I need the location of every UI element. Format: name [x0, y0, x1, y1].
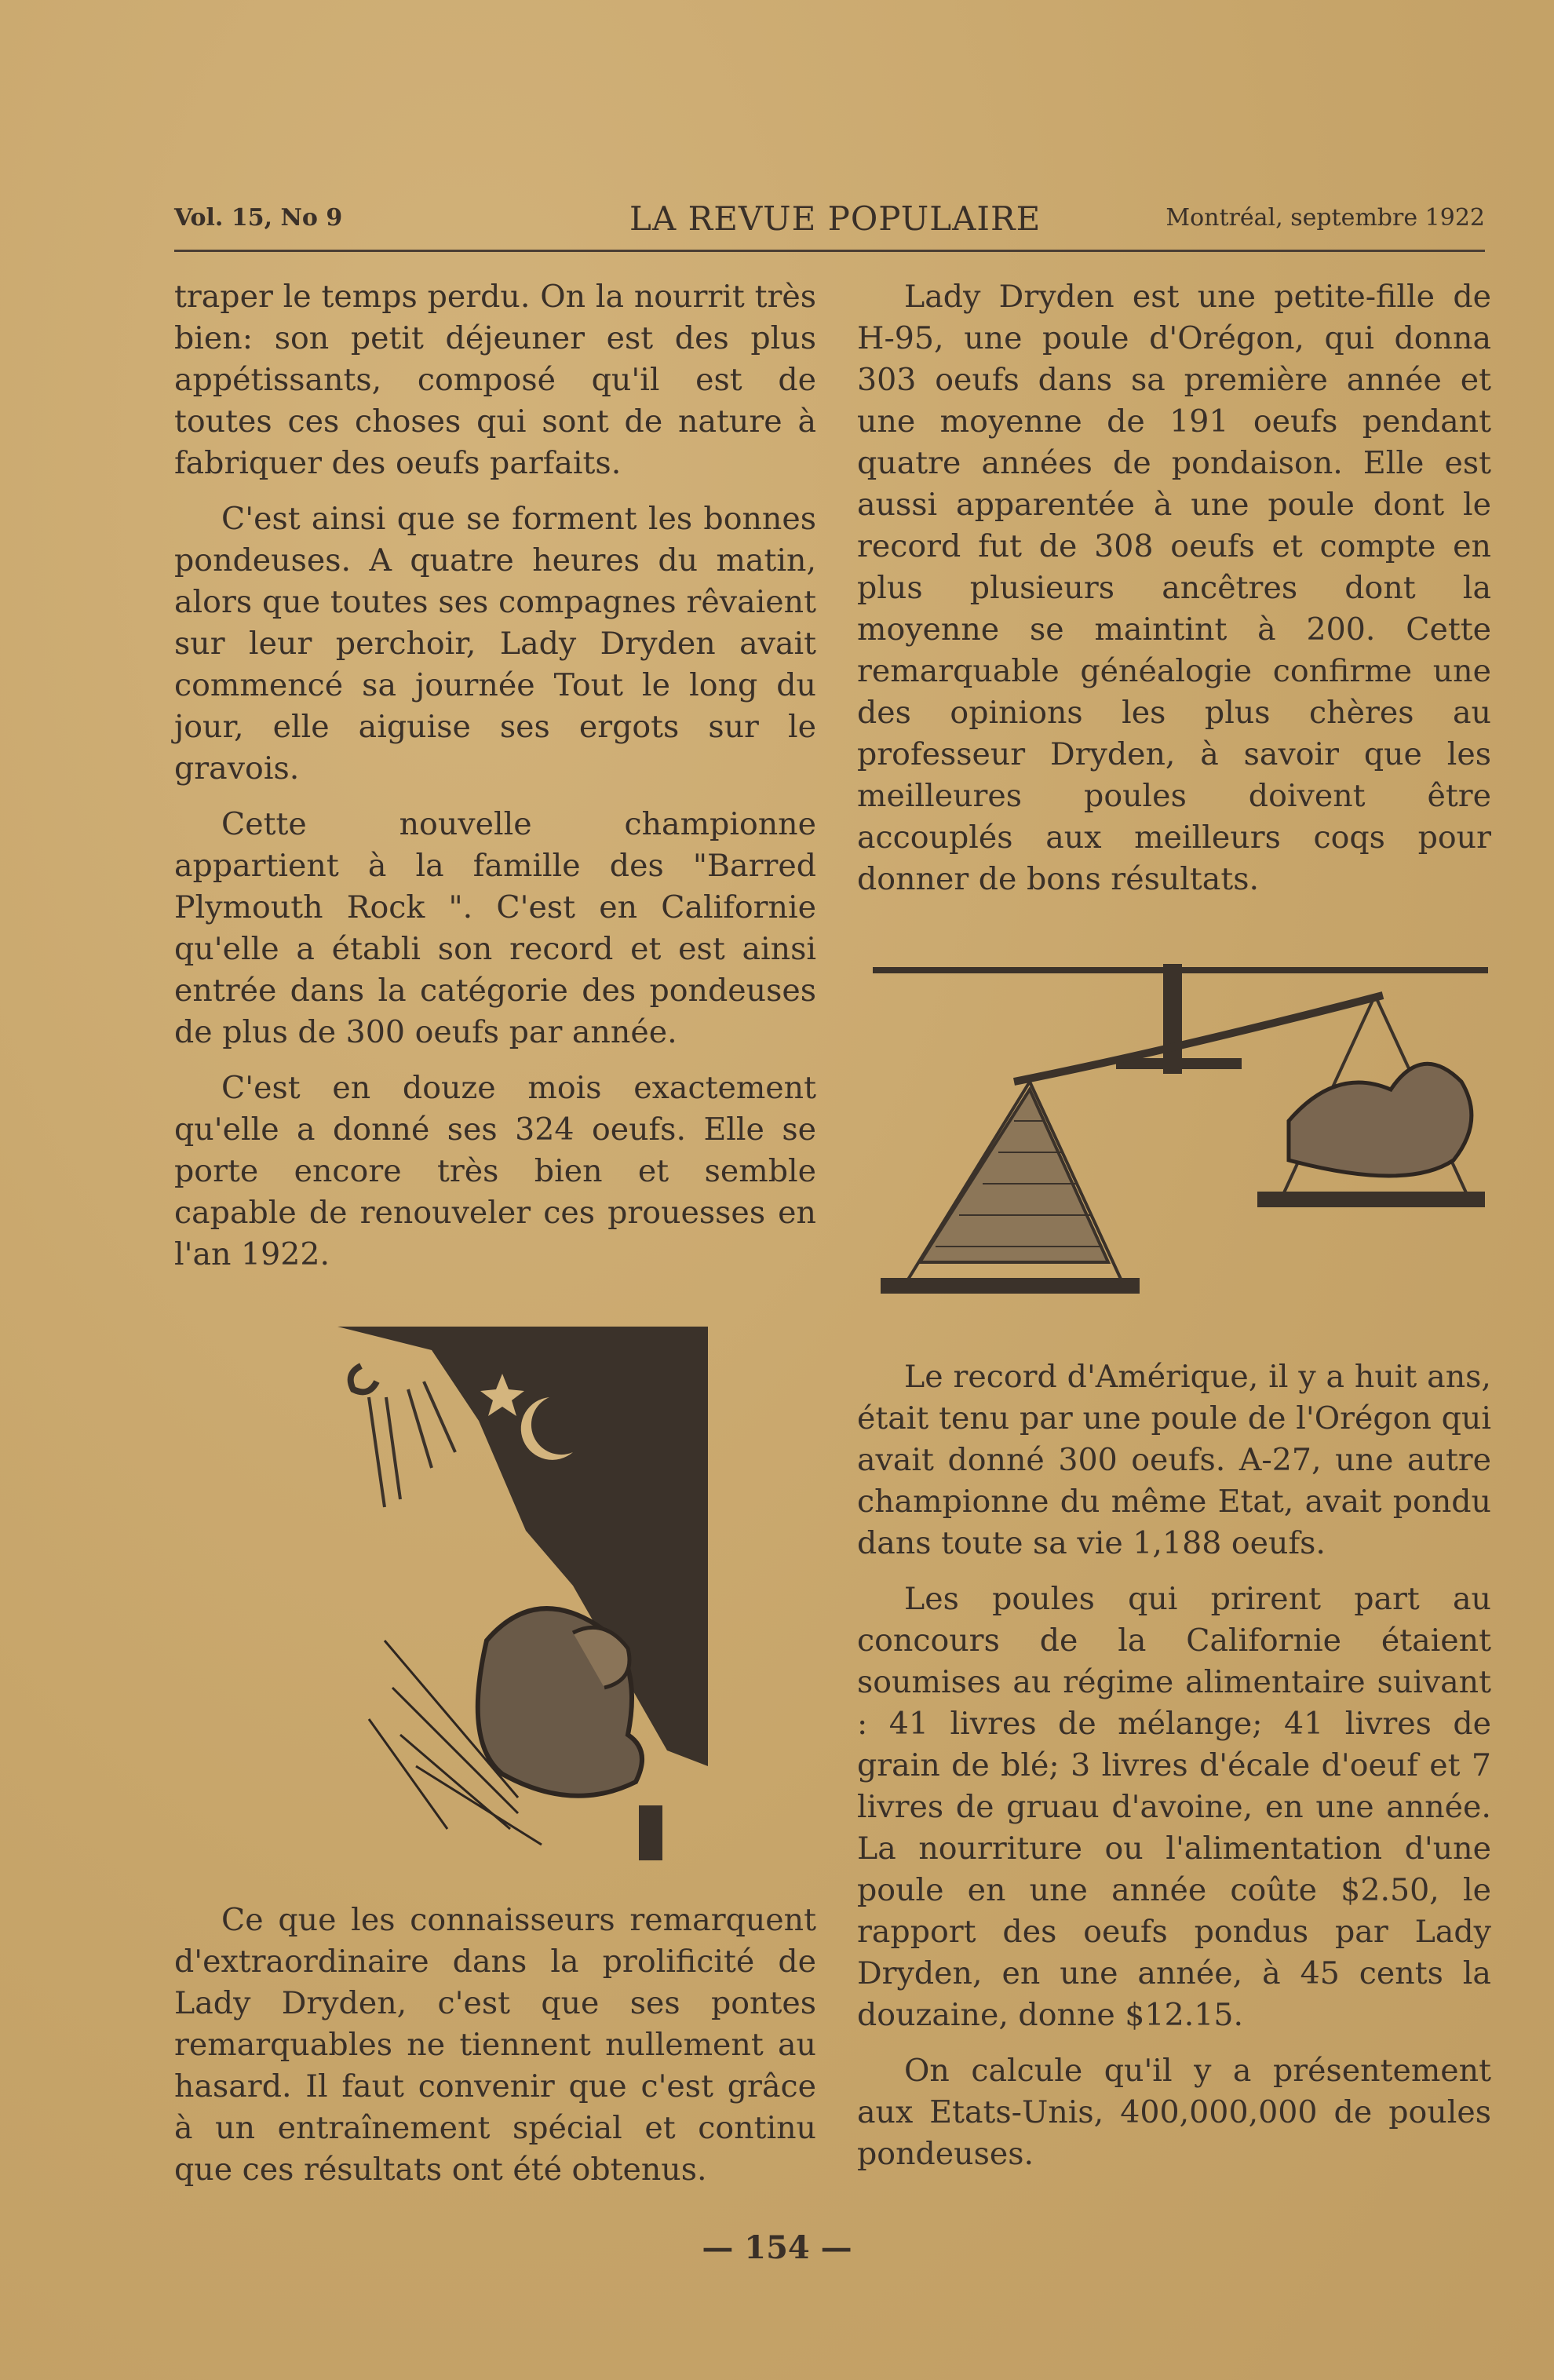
paragraph: C'est en douze mois exactement qu'elle a donné ses 324 oeufs. Elle se porte encore très bien et semble capable de renouveler ces prouesses en l'an 1922. [174, 1070, 816, 1272]
scale-illustration [873, 964, 1488, 1321]
paragraph: Le record d'Amérique, il y a huit ans, était tenu par une poule de l'Orégon qui avait donné 300 oeufs. A-27, une autre championne du même Etat, avait pondu dans toute sa vie 1,188 oeufs. [857, 1359, 1491, 1561]
page-header [174, 199, 1485, 254]
paragraph: Cette nouvelle championne appartient à la famille des "Barred Plymouth Rock ". C'est en Californie qu'elle a établi son record et est ainsi entrée dans la catégorie des pondeuses de plus de 300 oeufs par année. [174, 806, 816, 1050]
right-column-top [857, 276, 1491, 914]
volume-number: Vol. 15, No 9 [174, 204, 343, 232]
hen-night-illustration [337, 1327, 708, 1860]
paragraph: C'est ainsi que se forment les bonnes pondeuses. A quatre heures du matin, alors que toutes ses compagnes rêvaient sur leur perchoir, Lady Dryden avait commencé sa journée Tout le long du jour, elle aiguise ses ergots sur le gravois. [174, 501, 816, 787]
paragraph: Les poules qui prirent part au concours de la Californie étaient soumises au régime alimentaire suivant : 41 livres de mélange; 41 livres de grain de blé; 3 livres d'écale d'oeuf et 7 livres de gruau d'avoine, en une année. La nourriture ou l'alimentation d'une poule en une année coûte $2.50, le rapport des oeufs pondus par Lady Dryden, en une année, à 45 cents la douzaine, donne $12.15. [857, 1581, 1491, 2033]
right-column-bottom [857, 1356, 1491, 2189]
place-date: Montréal, septembre 1922 [1166, 204, 1485, 232]
paragraph: On calcule qu'il y a présentement aux Etats-Unis, 400,000,000 de poules pondeuses. [857, 2053, 1491, 2172]
header-rule [174, 250, 1485, 252]
paragraph: Ce que les connaisseurs remarquent d'extraordinaire dans la prolificité de Lady Dryden, c'est que ses pontes remarquables ne tiennent nullement au hasard. Il faut convenir que c'est grâce à un entraînement spécial et continu que ces résultats ont été obtenus. [174, 1902, 816, 2188]
paragraph: Lady Dryden est une petite-fille de H-95, une poule d'Orégon, qui donna 303 oeufs dans sa première année et une moyenne de 191 oeufs pendant quatre années de pondaison. Elle est aussi apparentée à une poule dont le record fut de 308 oeufs et compte en plus plusieurs ancêtres dont la moyenne se maintint à 200. Cette remarquable généalogie confirme une des opinions les plus chères au professeur Dryden, à savoir que les meilleures poules doivent être accouplés aux meilleurs coqs pour donner de bons résultats. [857, 279, 1491, 897]
left-column-top [174, 276, 816, 1290]
page-number: — 154 — [702, 2229, 852, 2266]
publication-title: LA REVUE POPULAIRE [629, 199, 1041, 238]
left-column-bottom [174, 1900, 816, 2205]
paragraph: traper le temps perdu. On la nourrit très bien: son petit déjeuner est des plus appétissants, composé qu'il est de toutes ces choses qui sont de nature à fabriquer des oeufs parfaits. [174, 279, 816, 481]
